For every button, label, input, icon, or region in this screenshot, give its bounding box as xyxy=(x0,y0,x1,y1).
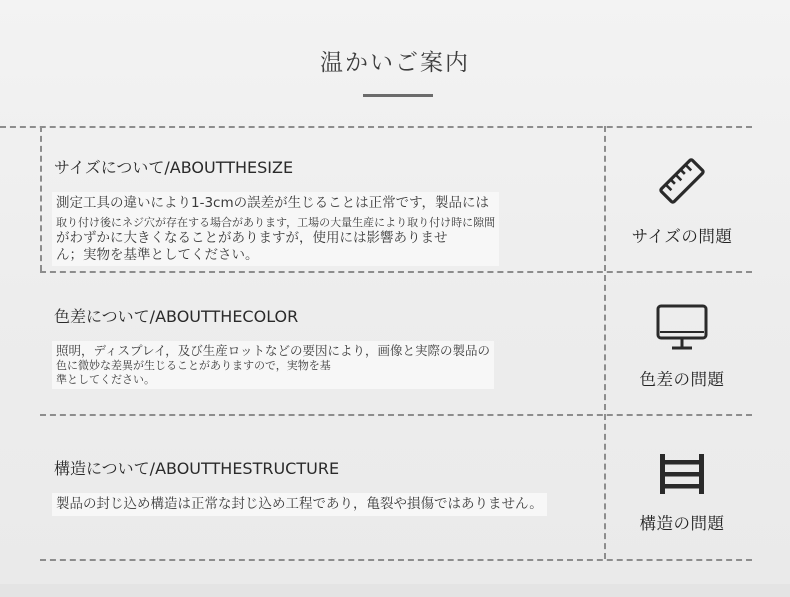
divider-vertical xyxy=(604,126,606,559)
section-color xyxy=(54,304,602,389)
body-line: 照明，ディスプレイ，及び生産ロットなどの要因により，画像と実際の製品の xyxy=(56,343,491,358)
body-line: がわずかに大きくなることがありますが，使用には影響ありませ xyxy=(56,230,448,246)
section-body xyxy=(52,341,494,389)
ruler-icon xyxy=(608,155,756,207)
section-heading: 構造について/ABOUTTHESTRUCTURE xyxy=(54,459,340,478)
section-body xyxy=(52,192,499,266)
section-size xyxy=(54,155,602,266)
section-heading: 色差について/ABOUTTHECOLOR xyxy=(54,307,299,326)
monitor-icon xyxy=(608,302,756,354)
title-underline xyxy=(363,94,433,97)
divider-left xyxy=(40,126,42,271)
ladder-icon xyxy=(608,452,756,496)
body-line: 取り付け後にネジ穴が存在する場合があります，工場の大量生産により取り付け時に隙間 xyxy=(56,216,496,229)
side-label-size: サイズの問題 xyxy=(631,227,733,246)
side-size xyxy=(608,155,756,247)
body-line: 測定工具の違いにより1-3cmの誤差が生じることは正常です，製品には xyxy=(56,195,490,211)
section-heading: サイズについて/ABOUTTHESIZE xyxy=(54,158,294,177)
body-line: 準としてください。 xyxy=(56,373,155,386)
side-label-color: 色差の問題 xyxy=(639,370,725,389)
section-structure xyxy=(54,456,602,516)
body-line: ん；実物を基準としてください。 xyxy=(56,247,259,263)
divider-bottom xyxy=(40,559,752,561)
divider-top xyxy=(0,126,752,128)
side-structure xyxy=(608,452,756,534)
body-line: 色に微妙な差異が生じることがありますので，実物を基 xyxy=(56,359,331,372)
divider-1 xyxy=(40,271,752,273)
bottom-band xyxy=(0,584,790,597)
body-line: 製品の封じ込め構造は正常な封じ込め工程であり，亀裂や損傷ではありません。 xyxy=(56,496,543,512)
side-color xyxy=(608,302,756,390)
side-label-structure: 構造の問題 xyxy=(639,514,725,533)
page-title: 温かいご案内 xyxy=(320,50,470,76)
section-body xyxy=(52,493,547,516)
divider-2 xyxy=(40,414,752,416)
